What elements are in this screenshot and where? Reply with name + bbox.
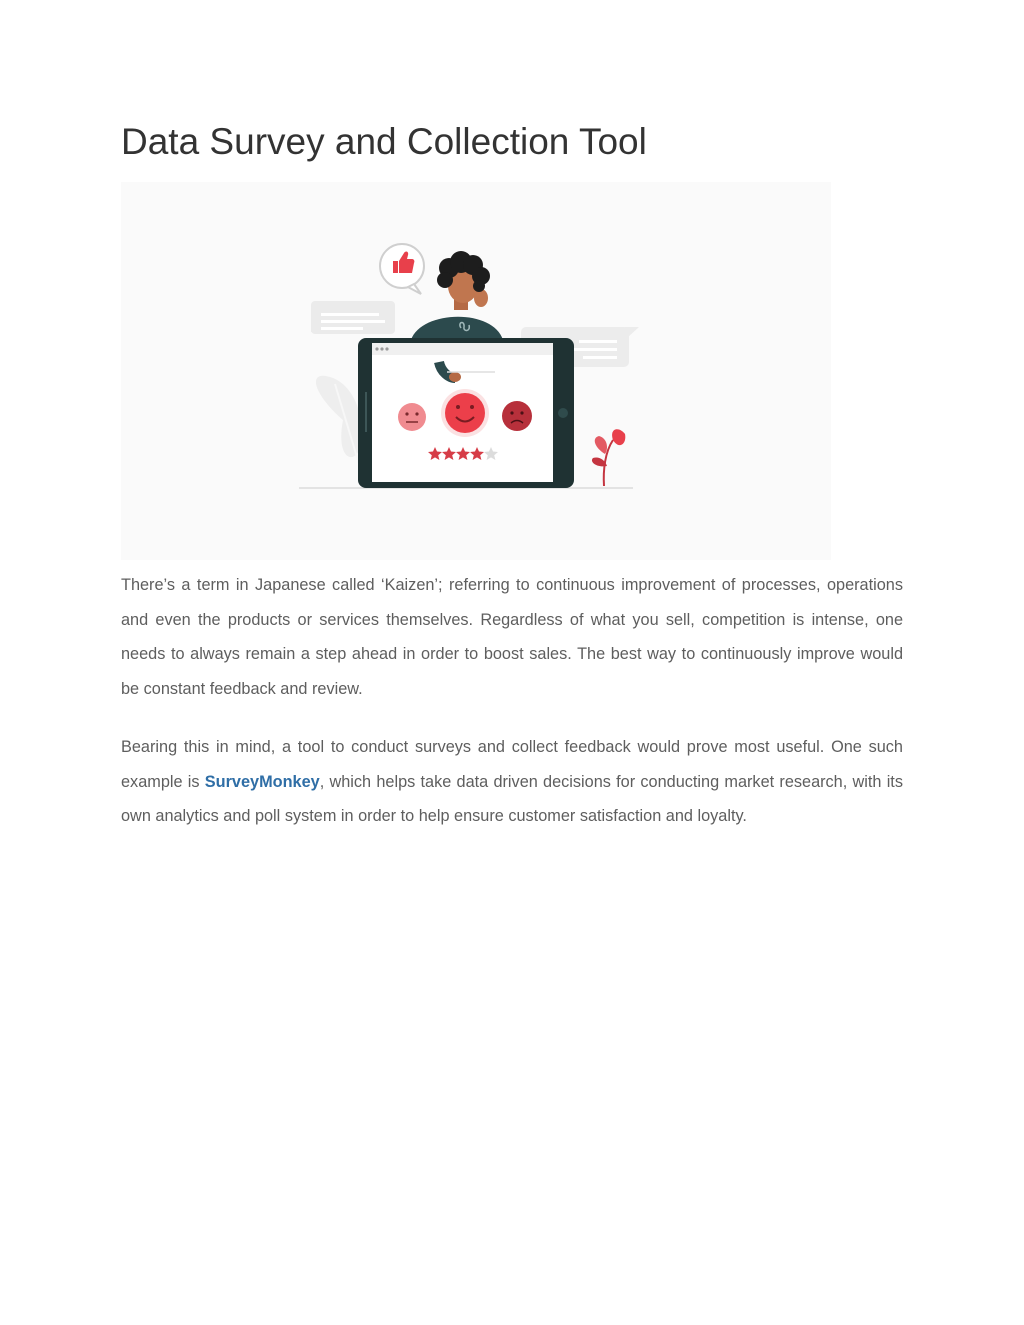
page-title: Data Survey and Collection Tool (121, 121, 647, 162)
survey-feedback-illustration (121, 182, 831, 560)
surveymonkey-paragraph (121, 730, 903, 834)
neutral-face-icon (398, 403, 426, 431)
thumbs-up-bubble-icon (380, 244, 424, 294)
intro-paragraph: There’s a term in Japanese called ‘Kaizen’; referring to continuous improvement of processes, operations and even the products or services themselves. Regardless of what you sell, competition is intense, one needs to always remain a step ahead in order to boost sales. The best way to continuously improve would be constant feedback and review. (121, 576, 903, 699)
paragraph-text-before-link: Bearing this in mind, a tool to conduct surveys and collect feedback would prove most useful. One such example is (121, 738, 903, 791)
plant-icon (592, 429, 625, 486)
leaf-left-icon (316, 376, 362, 464)
paragraph-text-after-link: , which helps take data driven decisions for conducting market research, with its own analytics and poll system in order to help ensure customer satisfaction and loyalty. (121, 772, 903, 826)
speech-bubble-left-icon (302, 300, 395, 334)
happy-face-icon (441, 389, 489, 437)
sad-face-icon (502, 401, 532, 431)
surveymonkey-link[interactable]: SurveyMonkey (204, 772, 320, 791)
